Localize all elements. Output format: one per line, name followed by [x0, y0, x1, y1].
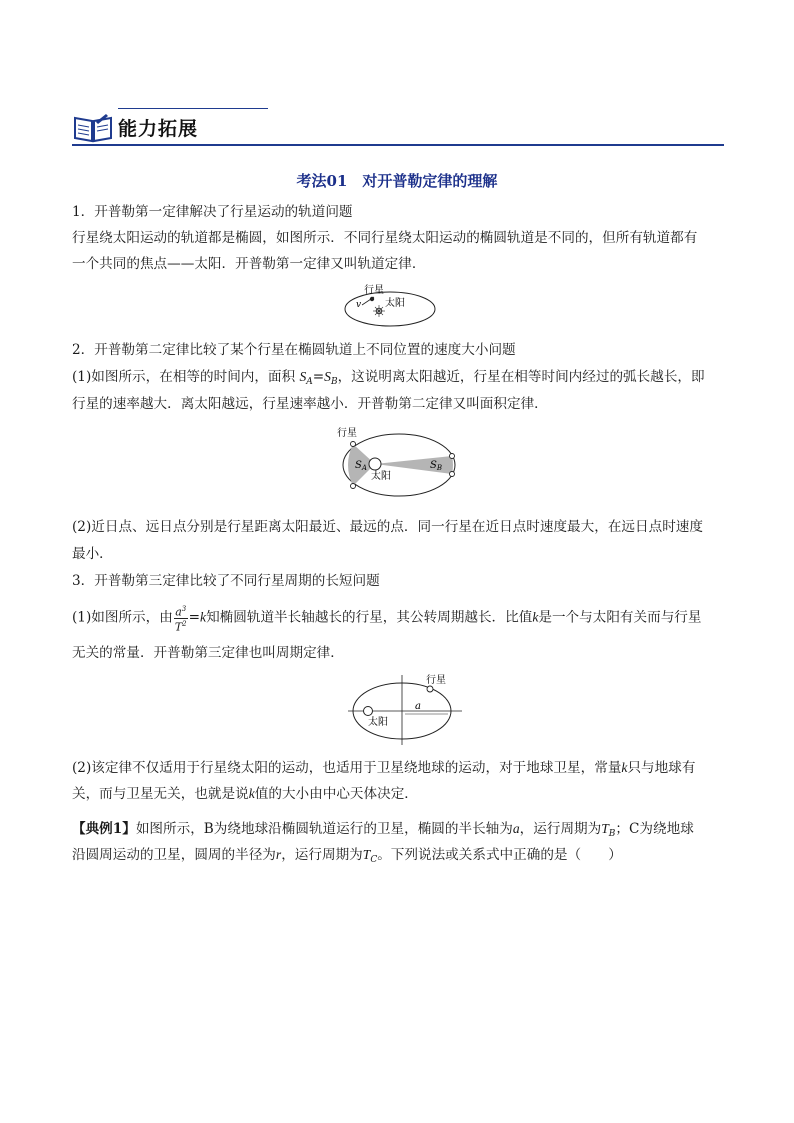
fig2-sb-label: $S_B$ — [430, 460, 443, 472]
planet-dot — [427, 686, 433, 692]
var-TB-sub: B — [608, 829, 616, 839]
equals-sign: = — [188, 609, 201, 626]
header-title: 能力拓展 — [118, 118, 199, 140]
section-title: 考法01 对开普勒定律的理解 — [296, 172, 498, 190]
law3-p1-text-a: (1)如图所示，由 — [72, 609, 173, 626]
law2-area-figure — [333, 422, 463, 500]
law2-p2-line2: 最小． — [72, 546, 113, 562]
section-header — [72, 102, 724, 150]
law3-p1-line2: 无关的常量．开普勒第三定律也叫周期定律． — [72, 645, 344, 661]
law3-p2-text-b: 只与地球有 — [627, 760, 696, 776]
example-text: 沿圆周运动的卫星，圆周的半径为 — [72, 847, 276, 863]
planet-dot — [450, 454, 455, 459]
law3-p2-text-c: 关，而与卫星无关，也就是说 — [72, 786, 249, 802]
kepler-fraction: $\frac{a^3}{T^2}$ — [174, 605, 187, 634]
example-text: ；C为绕地球 — [615, 821, 694, 837]
law2-p1-text-b: ，这说明离太阳越近，行星在相等时间内经过的弧长越长，即 — [337, 369, 705, 385]
var-TC: T — [362, 847, 371, 862]
var-k: k — [621, 760, 628, 775]
var-TB: T — [601, 821, 609, 836]
example-text: ，运行周期为 — [519, 821, 602, 837]
law3-p1-text-b: 知椭圆轨道半长轴越长的行星，其公转周期越长．比值 — [206, 609, 533, 626]
example-text: 如图所示，B为绕地球沿椭圆轨道运行的卫星，椭圆的半长轴为 — [135, 821, 513, 837]
planet-dot — [351, 442, 356, 447]
var-k: k — [532, 609, 539, 625]
example-tag: 【典例1】 — [72, 821, 136, 837]
var-a: a — [512, 821, 520, 836]
law3-axis-figure — [346, 671, 468, 747]
law3-heading: 3．开普勒第三定律比较了不同行星周期的长短问题 — [72, 573, 380, 589]
example-text: ，运行周期为 — [281, 847, 363, 863]
law3-p2-line1 — [72, 755, 724, 781]
law2-heading: 2．开普勒第二定律比较了某个行星在椭圆轨道上不同位置的速度大小问题 — [72, 342, 516, 358]
var-k: k — [248, 786, 255, 801]
header-top-line — [118, 108, 268, 109]
sun-circle — [369, 458, 381, 470]
law3-p2-text-a: (2)该定律不仅适用于行星绕太阳的运动，也适用于卫星绕地球的运动，对于地球卫星，常量 — [72, 760, 622, 776]
var-k: k — [200, 609, 207, 625]
fig2-planet-label: 行星 — [337, 428, 357, 439]
sun-icon — [373, 305, 385, 317]
law3-p1-text-c: 是一个与太阳有关而与行星 — [538, 609, 702, 626]
var-SB-sub: B — [330, 377, 338, 387]
example-line2 — [72, 842, 724, 873]
var-SA: S — [299, 369, 307, 384]
fig1-sun-label: 太阳 — [385, 298, 405, 309]
law2-p1-text-a: (1)如图所示，在相等的时间内，面积 — [72, 369, 300, 385]
open-book-icon — [72, 112, 114, 144]
equals-sign: = — [312, 369, 325, 385]
fig2-sun-label: 太阳 — [371, 471, 391, 482]
law1-paragraph-line2: 一个共同的焦点——太阳．开普勒第一定律又叫轨道定律． — [72, 256, 426, 272]
law3-p1-line1 — [72, 604, 724, 632]
law3-p2-line2 — [72, 781, 724, 807]
var-TC-sub: C — [370, 855, 378, 865]
fig3-planet-label: 行星 — [426, 675, 446, 686]
law1-heading: 1．开普勒第一定律解决了行星运动的轨道问题 — [72, 204, 353, 220]
law3-p2-text-d: 值的大小由中心天体决定． — [254, 786, 418, 802]
var-r: r — [275, 847, 282, 862]
fig2-sa-label: $S_A$ — [355, 460, 367, 472]
planet-dot — [370, 297, 374, 301]
fig3-sun-label: 太阳 — [368, 717, 388, 728]
example-text: 。下列说法或关系式中正确的是（ ） — [377, 847, 622, 863]
fig3-a-label: a — [415, 701, 421, 712]
header-rule — [72, 144, 724, 146]
var-SA-sub: A — [306, 377, 313, 387]
planet-dot — [351, 484, 356, 489]
fig1-v-label: v — [356, 300, 362, 310]
law2-p1-line2: 行星的速率越大．离太阳越远，行星速率越小．开普勒第二定律又叫面积定律． — [72, 396, 548, 412]
fig1-planet-label: 行星 — [364, 285, 384, 296]
law1-orbit-figure — [340, 283, 440, 329]
law2-p2-line1: (2)近日点、远日点分别是行星距离太阳最近、最远的点．同一行星在近日点时速度最大，在远日点时速度 — [72, 519, 703, 535]
sun-circle — [364, 707, 373, 716]
law1-paragraph-line1: 行星绕太阳运动的轨道都是椭圆，如图所示．不同行星绕太阳运动的椭圆轨道是不同的，但所有轨道都有 — [72, 230, 698, 246]
planet-dot — [450, 472, 455, 477]
var-SB: S — [324, 369, 331, 384]
